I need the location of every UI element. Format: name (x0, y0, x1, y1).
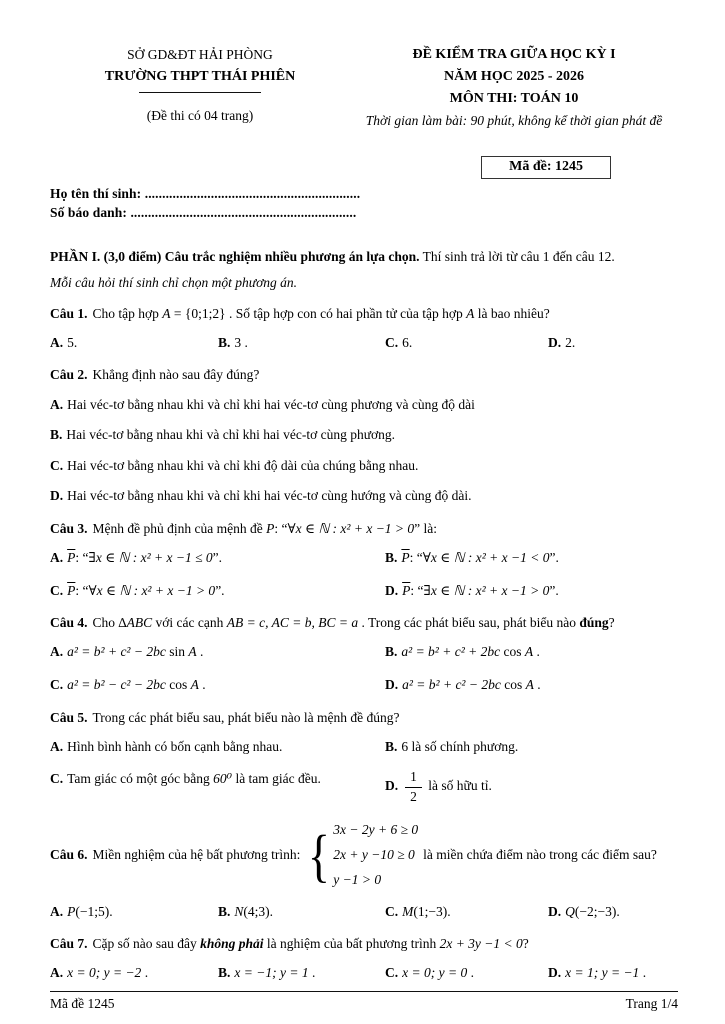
text-segment: Hai véc-tơ bằng nhau khi và chỉ khi hai véc-tơ cùng phương. (66, 427, 396, 443)
system-brace: { (308, 822, 331, 888)
footer-page-number: Trang 1/4 (625, 996, 678, 1011)
system-line: 3x − 2y + 6 ≥ 0 (333, 821, 419, 837)
text-segment: Mệnh đề phủ định của mệnh đề (92, 520, 267, 536)
text-segment: Miền nghiệm của hệ bất phương trình: (92, 847, 301, 863)
text-segment: 5. (67, 334, 78, 350)
text-segment: Tam giác có một góc bằng (67, 771, 214, 787)
text-segment: . Trong các phát biểu sau, phát biểu nào (358, 615, 580, 631)
option-letter: B. (385, 550, 398, 566)
option-letter: B. (218, 903, 231, 919)
option-d (548, 963, 678, 983)
header-exam-block (350, 44, 678, 129)
option-letter: C. (385, 965, 399, 981)
option-d (385, 769, 678, 804)
math-segment: ∀x ∈ ℕ : x² + x −1 < 0 (422, 550, 550, 566)
text-segment: . (196, 644, 204, 660)
question-text (50, 613, 678, 633)
header-divider-line (139, 92, 261, 93)
option-letter: C. (50, 677, 64, 693)
option-letter: A. (50, 738, 64, 754)
option-b (218, 902, 385, 922)
question-text (50, 818, 678, 893)
math-segment: 60⁰ (213, 771, 233, 787)
question-2 (50, 365, 678, 506)
question-number: Câu 3. (50, 520, 88, 536)
header-school-block (50, 44, 350, 129)
exam-subject: MÔN THI: TOÁN 10 (449, 91, 579, 107)
math-segment: 2x + 3y −1 < 0 (439, 936, 523, 952)
text-segment: 2. (565, 334, 576, 350)
system-line: 2x + y −10 ≥ 0 (333, 847, 415, 863)
math-segment: a² = b² + c² − 2bc (67, 644, 166, 660)
math-segment: ∆ABC (118, 615, 153, 631)
math-segment: N (234, 903, 244, 919)
text-segment: đúng (579, 615, 609, 631)
text-segment: cos (500, 644, 525, 660)
option-letter: C. (385, 334, 399, 350)
option-b (218, 963, 385, 983)
math-segment: ∃x ∈ ℕ : x² + x −1 > 0 (423, 582, 550, 598)
text-segment: : “ (274, 520, 288, 536)
text-segment: Hai véc-tơ bằng nhau khi và chỉ khi độ dài của chúng bằng nhau. (67, 457, 419, 473)
option-letter: D. (385, 677, 399, 693)
text-segment: : “ (75, 582, 89, 598)
text-segment: Cặp số nào sau đây (92, 936, 201, 952)
math-segment: x = 0; y = −2 (67, 965, 142, 981)
text-segment: Cho tập hợp (92, 305, 163, 321)
text-segment: là tam giác đều. (232, 771, 321, 787)
option-b (385, 737, 678, 757)
option-d (385, 675, 678, 695)
option-c (50, 581, 385, 601)
text-segment: ” là: (414, 520, 438, 536)
text-segment: 3 . (234, 334, 248, 350)
option-d (385, 581, 678, 601)
math-segment: $\overline{P}$ (67, 582, 76, 598)
fraction-denominator: 2 (410, 788, 417, 804)
option-d (548, 333, 678, 353)
text-segment: : “ (410, 582, 424, 598)
math-segment: a² = b² + c² + 2bc (401, 644, 501, 660)
question-text (50, 304, 678, 324)
option-letter: B. (218, 334, 231, 350)
text-segment: Hình bình hành có bốn cạnh bằng nhau. (67, 738, 283, 754)
option-letter: D. (50, 488, 64, 504)
math-segment: P (67, 903, 76, 919)
option-letter: A. (50, 550, 64, 566)
option-letter: D. (385, 778, 399, 794)
text-segment: : “ (409, 550, 423, 566)
school-name: TRƯỜNG THPT THÁI PHIÊN (104, 68, 296, 84)
exam-duration: Thời gian làm bài: 90 phút, không kể thời gian phát đề (365, 113, 663, 129)
option-b (218, 333, 385, 353)
option-a (50, 902, 218, 922)
text-segment: ”. (215, 582, 225, 598)
exam-code-box: Mã đề: 1245 (481, 156, 611, 179)
system-line: y −1 > 0 (333, 872, 382, 888)
text-segment: . (533, 677, 541, 693)
math-segment: A (188, 644, 197, 660)
text-segment: (4;3). (243, 903, 274, 919)
question-number: Câu 6. (50, 847, 88, 863)
option-letter: A. (50, 396, 64, 412)
text-segment: Trong các phát biểu sau, phát biểu nào là mệnh đề đúng? (92, 709, 400, 725)
text-segment: là miền chứa điểm nào trong các điểm sau? (423, 847, 657, 863)
question-number: Câu 4. (50, 615, 88, 631)
text-segment: (−1;5). (75, 903, 113, 919)
math-segment: $\overline{P}$ (67, 550, 76, 566)
option-letter: A. (50, 965, 64, 981)
school-year: NĂM HỌC 2025 - 2026 (444, 69, 584, 85)
part1-heading-rest: Thí sinh trả lời từ câu 1 đến câu 12. (419, 248, 615, 264)
text-segment: ”. (549, 550, 559, 566)
student-id-line: Số báo danh: ................................................................. (50, 205, 357, 221)
math-segment: P (266, 520, 275, 536)
option-b (385, 548, 678, 568)
option-c (50, 456, 678, 476)
option-d (50, 486, 678, 506)
text-segment: Hai véc-tơ bằng nhau khi và chỉ khi hai véc-tơ cùng phương và cùng độ dài (67, 396, 475, 412)
option-letter: C. (385, 903, 399, 919)
text-segment: = {0;1;2} . Số tập hợp con có hai phần tử của tập hợp (170, 305, 467, 321)
option-c (50, 675, 385, 695)
math-segment: a² = b² + c² − 2bc (402, 677, 501, 693)
text-segment: là nghiệm của bất phương trình (263, 936, 440, 952)
option-b (385, 642, 678, 662)
fraction (405, 769, 422, 804)
text-segment: . (467, 965, 474, 981)
student-info (50, 184, 678, 222)
option-letter: D. (548, 334, 562, 350)
question-text (50, 365, 678, 385)
option-a (50, 395, 678, 415)
option-letter: A. (50, 334, 64, 350)
question-7 (50, 934, 678, 983)
option-letter: B. (385, 644, 398, 660)
text-segment: Hai véc-tơ bằng nhau khi và chỉ khi hai véc-tơ cùng hướng và cùng độ dài. (67, 488, 472, 504)
question-number: Câu 5. (50, 709, 88, 725)
option-a (50, 963, 218, 983)
options-grid (50, 642, 678, 694)
math-segment: x = −1; y = 1 (234, 965, 309, 981)
math-segment: a² = b² − c² − 2bc (67, 677, 166, 693)
exam-code-row (50, 156, 678, 179)
text-segment: Khẳng định nào sau đây đúng? (92, 367, 260, 383)
math-segment: Q (565, 903, 575, 919)
option-letter: D. (385, 582, 399, 598)
text-segment: : “ (75, 550, 89, 566)
question-5 (50, 708, 678, 805)
question-text (50, 519, 678, 539)
footer-exam-code: Mã đề 1245 (50, 996, 115, 1011)
part1-heading (50, 248, 678, 267)
exam-title: ĐỀ KIỂM TRA GIỮA HỌC KỲ I (412, 47, 616, 62)
math-segment: A (466, 305, 475, 321)
option-letter: B. (218, 965, 231, 981)
math-segment: $\overline{P}$ (401, 550, 410, 566)
option-letter: D. (548, 903, 562, 919)
text-segment: . (308, 965, 316, 981)
question-number: Câu 1. (50, 305, 88, 321)
question-4 (50, 613, 678, 694)
question-number: Câu 7. (50, 936, 88, 952)
option-letter: B. (385, 738, 398, 754)
option-a (50, 548, 385, 568)
option-c (385, 333, 548, 353)
system-lines (333, 820, 418, 891)
question-6 (50, 818, 678, 921)
text-segment: ? (608, 615, 615, 631)
options-grid (50, 395, 678, 506)
text-segment: . (198, 677, 206, 693)
option-c (50, 769, 385, 804)
text-segment: ”. (212, 550, 223, 566)
question-number: Câu 2. (50, 367, 88, 383)
question-1 (50, 304, 678, 353)
math-segment: AB = c, AC = b, BC = a (226, 615, 359, 631)
text-segment: . (639, 965, 647, 981)
text-segment: . (141, 965, 149, 981)
option-letter: A. (50, 903, 64, 919)
options-grid (50, 902, 678, 922)
text-segment: ? (522, 936, 529, 952)
exam-header (50, 44, 678, 129)
text-segment: Cho (92, 615, 119, 631)
options-grid (50, 737, 678, 805)
options-grid (50, 548, 678, 600)
option-letter: A. (50, 644, 64, 660)
math-segment: A (162, 305, 171, 321)
text-segment: 6 là số chính phương. (401, 738, 519, 754)
text-segment: với các cạnh (152, 615, 227, 631)
question-text (50, 934, 678, 954)
questions-list (50, 291, 678, 983)
student-name-line: Họ tên thí sinh: .............................................................. (50, 186, 361, 202)
part1-heading-bold: PHẦN I. (3,0 điểm) Câu trắc nghiệm nhiều phương án lựa chọn. (50, 248, 420, 264)
option-letter: C. (50, 457, 64, 473)
math-segment: M (402, 903, 414, 919)
option-letter: B. (50, 427, 63, 443)
math-segment: A (190, 677, 199, 693)
math-segment: $\overline{P}$ (402, 582, 411, 598)
option-letter: D. (548, 965, 562, 981)
math-segment: ∃x ∈ ℕ : x² + x −1 ≤ 0 (88, 550, 213, 566)
math-segment: x = 0; y = 0 (402, 965, 468, 981)
option-letter: C. (50, 582, 64, 598)
department-name: SỞ GD&ĐT HẢI PHÒNG (127, 47, 273, 62)
option-d (548, 902, 678, 922)
math-segment: A (524, 644, 534, 660)
option-letter: C. (50, 771, 64, 787)
text-segment: cos (165, 677, 191, 693)
text-segment: ”. (549, 582, 559, 598)
text-segment: là số hữu tỉ. (424, 778, 492, 794)
text-segment: (1;−3). (413, 903, 451, 919)
option-a (50, 333, 218, 353)
page-footer (50, 991, 678, 1012)
math-segment: A (525, 677, 534, 693)
math-segment: ∀x ∈ ℕ : x² + x −1 > 0 (287, 520, 415, 536)
text-segment: . (533, 644, 540, 660)
option-a (50, 737, 385, 757)
option-c (385, 902, 548, 922)
question-text (50, 708, 678, 728)
fraction-numerator: 1 (405, 769, 422, 787)
math-segment: ∀x ∈ ℕ : x² + x −1 > 0 (88, 582, 216, 598)
inequality-system (305, 820, 418, 891)
text-segment: sin (165, 644, 189, 660)
text-segment: 6. (402, 334, 413, 350)
math-segment: x = 1; y = −1 (565, 965, 640, 981)
question-3 (50, 519, 678, 600)
part1-note: Mỗi câu hỏi thí sinh chỉ chọn một phương án. (50, 274, 298, 290)
option-c (385, 963, 548, 983)
option-b (50, 425, 678, 445)
options-grid (50, 333, 678, 353)
options-grid (50, 963, 678, 983)
text-segment: cos (500, 677, 526, 693)
text-segment: là bao nhiêu? (474, 305, 550, 321)
page-count-note: (Đề thi có 04 trang) (146, 108, 254, 124)
text-segment: không phải (200, 936, 264, 952)
option-a (50, 642, 385, 662)
text-segment: (−2;−3). (574, 903, 620, 919)
